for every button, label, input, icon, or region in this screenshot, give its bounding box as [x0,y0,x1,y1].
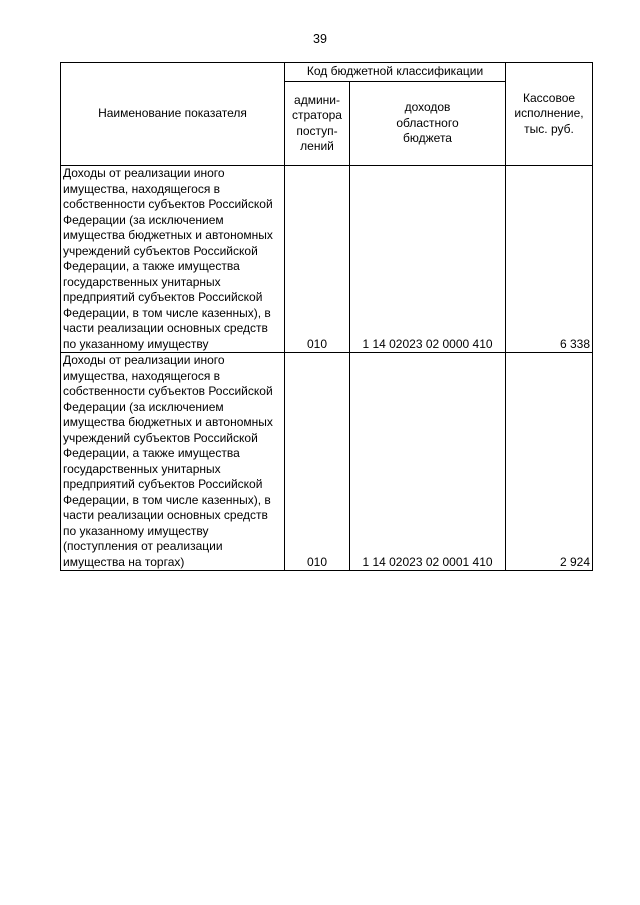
header-regional-budget-income-text: доходов областного бюджета [396,100,459,146]
header-administrator-text: админи- стратора поступ- лений [292,92,342,153]
header-regional-budget-income [350,82,506,166]
header-budget-classification-code: Код бюджетной классификации [285,63,506,82]
page-number: 39 [313,32,327,46]
row-amount: 2 924 [506,353,593,571]
header-administrator [285,82,350,166]
row-admin-code: 010 [285,353,350,571]
row-admin-code: 010 [285,166,350,353]
row-indicator-name: Доходы от реализации иного имущества, находящегося в собственности субъектов Российской Федерации (за исключением имущества бюджетных и автономных учреждений субъектов Российской Федерации, а также имущества государственных унитарных предприятий субъектов Российской Федерации, в том числе казенных), в части реализации основных средств по указанному имуществу (поступления от реализации имущества на торгах) [61,353,285,571]
row-amount: 6 338 [506,166,593,353]
header-cash-execution [506,63,593,166]
row-income-code: 1 14 02023 02 0000 410 [350,166,506,353]
budget-income-table [60,62,593,571]
row-income-code: 1 14 02023 02 0001 410 [350,353,506,571]
table-row [61,166,593,353]
row-indicator-name: Доходы от реализации иного имущества, находящегося в собственности субъектов Российской Федерации (за исключением имущества бюджетных и автономных учреждений субъектов Российской Федерации, а также имущества государственных унитарных предприятий субъектов Российской Федерации, в том числе казенных), в части реализации основных средств по указанному имуществу [61,166,285,353]
table-row [61,353,593,571]
header-indicator-name: Наименование показателя [61,63,285,166]
header-cash-execution-text: Кассовое исполнение, тыс. руб. [514,90,584,136]
